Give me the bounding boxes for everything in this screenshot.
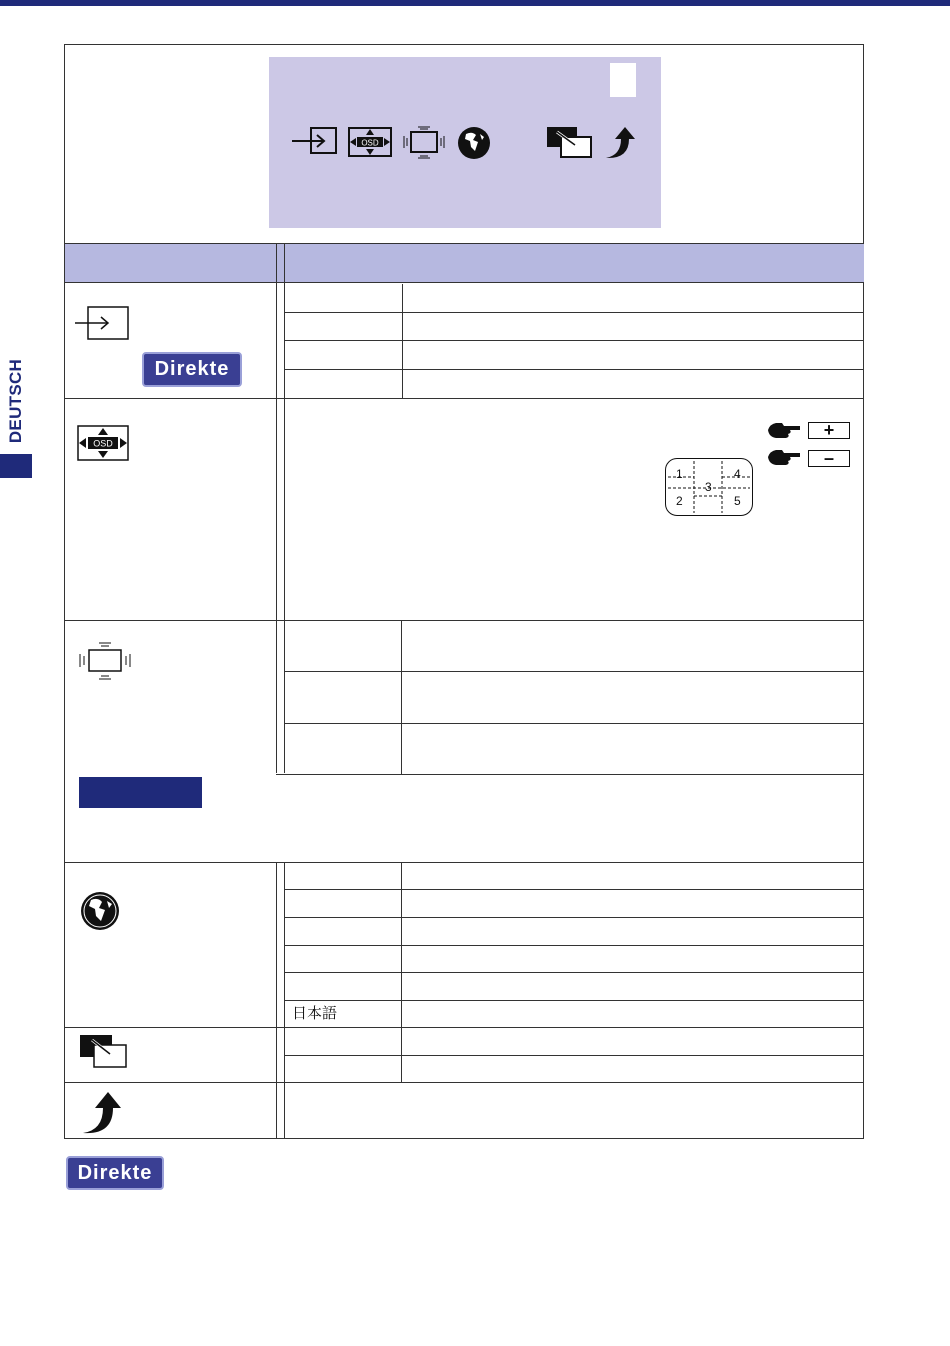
screen-size-icon: [77, 640, 133, 687]
col-divider-input: [402, 284, 403, 398]
top-accent-bar: [0, 0, 950, 6]
grid-number: 2: [676, 494, 683, 508]
section-line: [65, 1027, 864, 1028]
grid-number: 5: [734, 494, 741, 508]
plus-button-symbol: +: [808, 422, 850, 439]
grid-number: 1: [676, 467, 683, 481]
menu-icon-row: [291, 125, 636, 161]
reset-icon: [78, 1033, 128, 1074]
reset-icon: [545, 125, 595, 164]
row-line: [284, 671, 864, 672]
row-line: [284, 945, 864, 946]
direct-badge-input: Direkte: [142, 352, 242, 387]
row-line: [284, 972, 864, 973]
direct-badge-footnote: Direkte: [66, 1156, 164, 1190]
col-divider-size: [401, 620, 402, 774]
language-globe-icon: [79, 890, 121, 937]
screen-size-icon: [401, 125, 447, 166]
japanese-language-label: 日本語: [292, 1005, 338, 1022]
minus-button-symbol: –: [808, 450, 850, 467]
osd-menu-preview: [269, 57, 661, 228]
section-line: [65, 398, 864, 399]
row-line: [284, 312, 864, 313]
grid-number: 3: [705, 480, 712, 494]
row-line: [284, 369, 864, 370]
side-tab-marker: [0, 454, 32, 478]
svg-text:OSD: OSD: [361, 138, 379, 148]
menu-page-indicator: [610, 63, 636, 97]
row-line: [284, 1055, 864, 1056]
col-divider-left-2: [284, 243, 285, 773]
osd-position-icon: [76, 424, 130, 467]
note-tag: [79, 777, 202, 808]
section-line: [65, 1082, 864, 1083]
exit-arrow-icon: [603, 125, 637, 166]
pointing-hand-icon: [766, 420, 802, 445]
row-line: [284, 723, 864, 724]
svg-text:OSD: OSD: [93, 438, 113, 449]
row-line: [284, 340, 864, 341]
row-line: [284, 1000, 864, 1001]
grid-number: 4: [734, 467, 741, 481]
input-icon: [74, 305, 132, 346]
row-line: [284, 917, 864, 918]
row-line: [284, 889, 864, 890]
section-line: [65, 862, 864, 863]
col-divider-left-lower: [276, 862, 277, 1139]
input-icon: [291, 125, 339, 164]
osd-position-grid: [665, 458, 753, 516]
language-side-tab: [0, 356, 32, 478]
osd-position-icon: [347, 125, 393, 164]
row-line: [276, 774, 864, 775]
col-divider-left: [276, 243, 277, 773]
table-header-row: [65, 243, 864, 283]
language-globe-icon: [456, 125, 492, 166]
section-line: [65, 620, 864, 621]
pointing-hand-icon: [766, 447, 802, 472]
exit-arrow-icon: [80, 1090, 122, 1141]
side-tab-label: DEUTSCH: [6, 358, 25, 444]
